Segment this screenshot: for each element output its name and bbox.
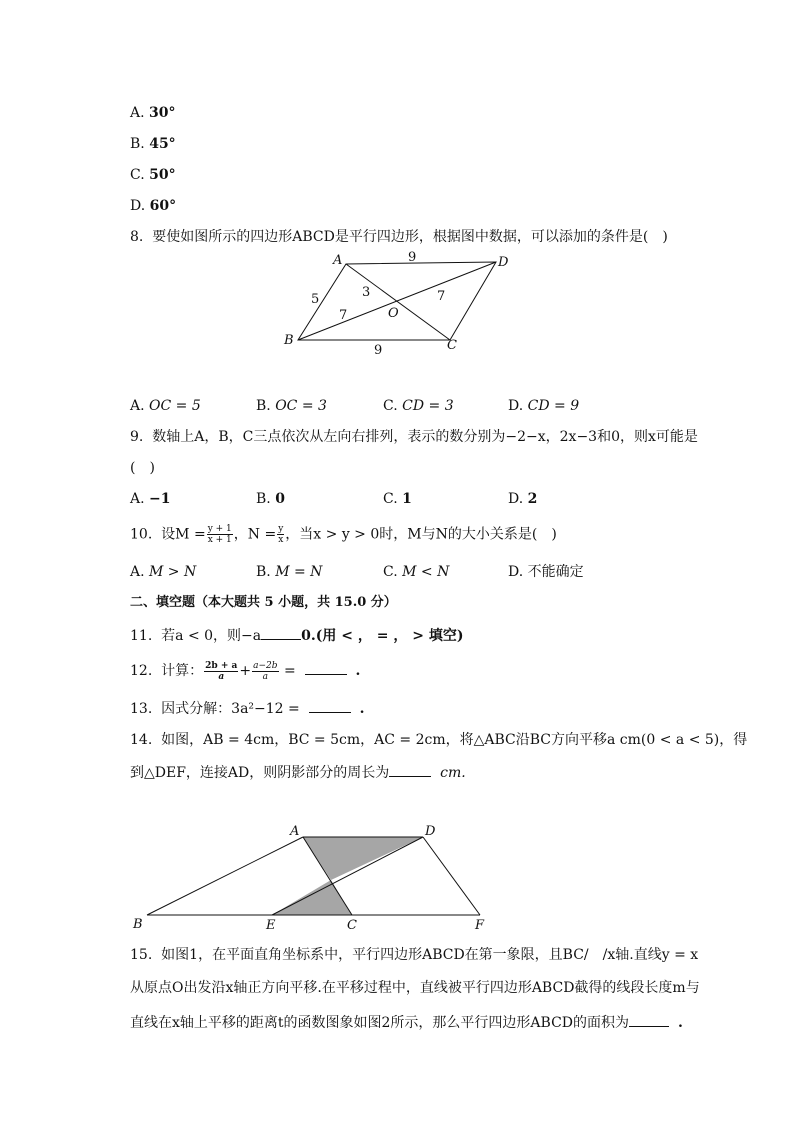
- q9-text-line1: 数轴上A，B，C三点依次从左向右排列，表示的数分别为−2−x，2x−3和0，则x可能是: [152, 429, 698, 445]
- q10-number: 10.: [130, 526, 153, 543]
- q8-len-ad: 9: [408, 250, 417, 265]
- q15-text-line1: 如图1，在平面直角坐标系中，平行四边形ABCD在第一象限，且BC/ /x轴.直线y = x: [161, 947, 699, 963]
- q9-option-d: D. 2: [508, 491, 538, 507]
- q11-answer-blank[interactable]: [261, 625, 301, 640]
- q11-stem: [130, 625, 463, 645]
- q13-answer-blank[interactable]: [309, 698, 351, 713]
- q8-len-od: 7: [437, 289, 446, 304]
- q9-number: 9.: [130, 429, 144, 445]
- q10-option-d: D. 不能确定: [508, 564, 584, 580]
- q8-len-bc: 9: [374, 343, 383, 358]
- q14-text-line1: 如图，AB = 4cm，BC = 5cm，AC = 2cm，将△ABC沿BC方向平移a cm(0 < a < 5)，得: [161, 732, 748, 748]
- q15-stem-line1: [130, 946, 698, 964]
- q14-side-ba: [147, 837, 303, 915]
- q8-option-b: B. OC = 3: [256, 398, 327, 414]
- q10-fraction-m: $\frac{y + 1}{x + 1}$: [207, 524, 232, 545]
- q10-mid: ，N =: [233, 526, 277, 543]
- q14-label-a: A: [290, 824, 300, 839]
- q14-number: 14.: [130, 732, 153, 748]
- q14-shaded-upper: [303, 837, 423, 880]
- q12-prefix: 计算：: [161, 663, 204, 679]
- q9-option-a: A. −1: [130, 491, 171, 507]
- q15-stem-line3: [130, 1012, 683, 1032]
- q10-stem: [130, 524, 557, 545]
- q12-plus: +: [239, 663, 252, 679]
- prev-option-b: B. 45°: [130, 136, 176, 152]
- q8-stem: [130, 228, 668, 246]
- q9-option-b: B. 0: [256, 491, 285, 507]
- q13-stem: [130, 698, 364, 718]
- q8-label-c: C: [447, 338, 457, 353]
- prev-option-d: D. 60°: [130, 198, 177, 214]
- q8-diagonal-ac: [346, 264, 450, 340]
- q10-option-b: B. M = N: [256, 564, 323, 580]
- q14-label-b: B: [133, 917, 143, 932]
- q14-stem-line1: [130, 731, 747, 749]
- q10-option-a: A. M > N: [130, 564, 197, 580]
- q8-option-c: C. CD = 3: [383, 398, 454, 414]
- q12-end: .: [355, 663, 361, 679]
- q8-label-o: O: [388, 306, 399, 321]
- prev-option-c: C. 50°: [130, 167, 176, 183]
- q12-stem: [130, 660, 360, 682]
- q14-label-d: D: [425, 824, 436, 839]
- q15-text-line3: 直线在x轴上平移的距离t的函数图象如图2所示，那么平行四边形ABCD的面积为: [130, 1015, 630, 1031]
- q14-label-e: E: [266, 918, 276, 933]
- q12-fraction-1: $\frac{2b + a}{a}$: [205, 660, 238, 682]
- q11-text-before: 若a < 0，则−a: [161, 628, 262, 644]
- q8-label-d: D: [498, 255, 509, 270]
- q8-label-b: B: [284, 333, 294, 348]
- q10-suffix: ，当x > y > 0时，M与N的大小关系是( ): [285, 526, 557, 543]
- q12-equals: =: [283, 663, 296, 679]
- q8-option-a: A. OC = 5: [130, 398, 201, 414]
- q8-text: 要使如图所示的四边形ABCD是平行四边形，根据图中数据，可以添加的条件是( ): [152, 229, 668, 245]
- q15-answer-blank[interactable]: [629, 1012, 669, 1027]
- q8-figure: [280, 248, 520, 358]
- q14-text-line2: 到△DEF，连接AD，则阴影部分的周长为: [130, 765, 390, 781]
- q8-diagonal-bd: [298, 262, 496, 340]
- q14-side-df: [423, 837, 480, 915]
- q14-label-c: C: [347, 918, 357, 933]
- q8-option-d: D. CD = 9: [508, 398, 580, 414]
- q11-number: 11.: [130, 628, 153, 644]
- q10-fraction-n: $\frac{y}{x}$: [278, 524, 284, 545]
- q8-number: 8.: [130, 229, 144, 245]
- q9-option-c: C. 1: [383, 491, 412, 507]
- q12-number: 12.: [130, 663, 153, 679]
- section-2-title: 二、填空题（本大题共 5 小题，共 15.0 分）: [130, 595, 397, 610]
- q15-end: .: [677, 1015, 683, 1031]
- q13-end: .: [359, 701, 365, 717]
- q10-prefix: 设M =: [161, 526, 206, 543]
- q14-stem-line2: [130, 762, 466, 782]
- q8-label-a: A: [333, 253, 343, 268]
- q9-stem: [130, 428, 698, 446]
- q8-len-ao: 3: [362, 285, 371, 300]
- q14-label-f: F: [475, 918, 485, 933]
- q8-len-bo: 7: [339, 308, 348, 323]
- q12-fraction-2: $\frac{a-2b}{a}$: [253, 660, 278, 682]
- q12-answer-blank[interactable]: [305, 660, 347, 675]
- q10-option-c: C. M < N: [383, 564, 450, 580]
- q14-unit: cm.: [440, 765, 466, 781]
- q15-number: 15.: [130, 947, 153, 963]
- q15-stem-line2: 从原点O出发沿x轴正方向平移.在平移过程中，直线被平行四边形ABCD截得的线段长度m与: [130, 980, 700, 996]
- q14-answer-blank[interactable]: [389, 762, 431, 777]
- q14-shaded-lower: [272, 880, 352, 915]
- q13-number: 13.: [130, 701, 153, 717]
- q8-len-ab: 5: [311, 292, 320, 307]
- prev-option-a: A. 30°: [130, 105, 176, 121]
- q14-figure: [125, 820, 495, 935]
- q11-text-after: 0.(用 < ， = ， > 填空): [301, 628, 464, 644]
- q9-stem-line2: ( ): [130, 460, 155, 476]
- q13-text: 因式分解：3a²−12 =: [161, 701, 300, 717]
